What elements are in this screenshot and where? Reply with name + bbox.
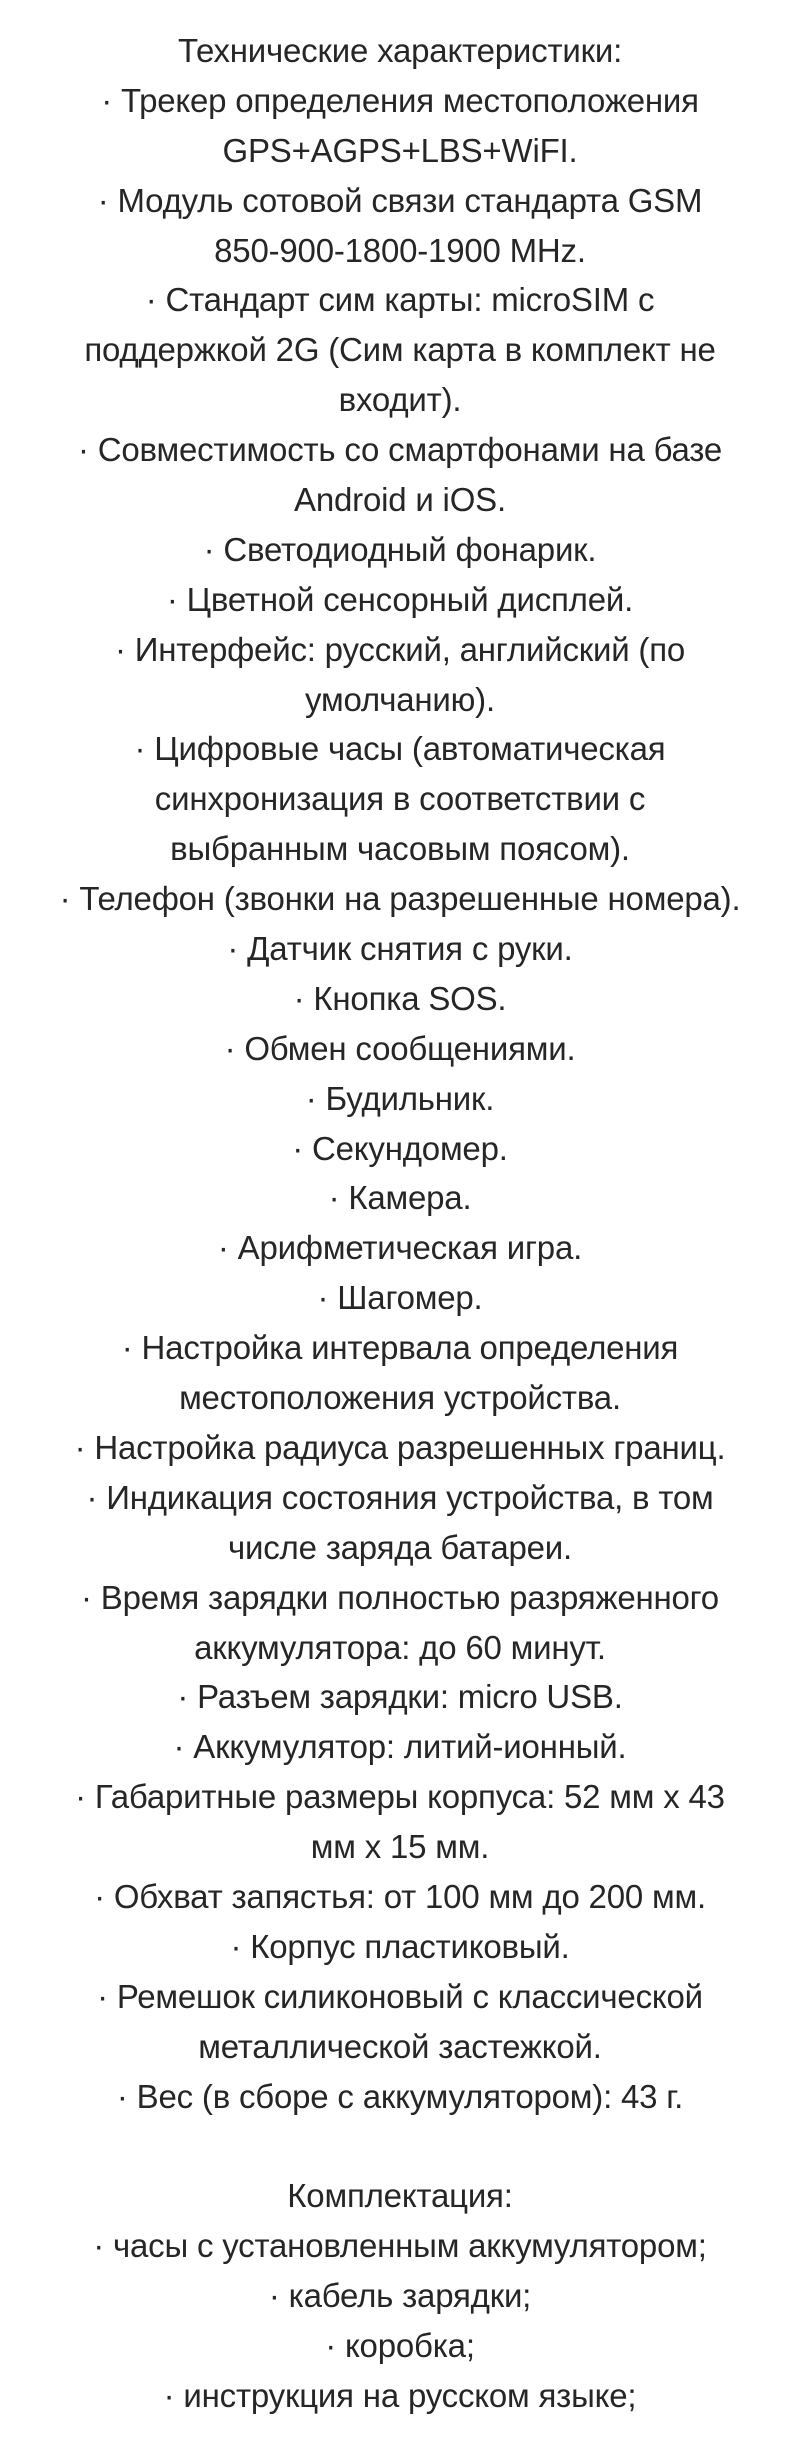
spec-line: · Камера. <box>328 1179 472 1217</box>
spec-line: · Будильник. <box>305 1079 495 1117</box>
spec-line: · Стандарт сим карты: microSIM с <box>145 281 655 319</box>
spec-line: мм х 15 мм. <box>310 1828 490 1866</box>
spec-line: · Разъем зарядки: micro USB. <box>177 1678 623 1716</box>
spec-line: · Аккумулятор: литий-ионный. <box>173 1728 627 1766</box>
spec-line: аккумулятора: до 60 минут. <box>194 1628 606 1666</box>
spec-line: · Кнопка SOS. <box>293 979 507 1017</box>
spec-line: · Вес (в сборе с аккумулятором): 43 г. <box>116 2077 684 2115</box>
package-line: · часы с установленным аккумулятором; <box>93 2227 707 2265</box>
spec-line: поддержкой 2G (Сим карта в комплект не <box>84 331 716 369</box>
spec-line: · Время зарядки полностью разряженного <box>81 1578 719 1616</box>
spec-line: · Обмен сообщениями. <box>224 1029 576 1067</box>
package-line: · инструкция на русском языке; <box>163 2376 637 2414</box>
spec-line: · Модуль сотовой связи стандарта GSM <box>97 181 703 219</box>
package-line: · кабель зарядки; <box>268 2277 532 2315</box>
spec-line: входит). <box>338 381 462 419</box>
spec-line: · Совместимость со смартфонами на базе <box>77 431 723 469</box>
spec-line: · Корпус пластиковый. <box>230 1927 570 1965</box>
spec-line: · Светодиодный фонарик. <box>203 530 597 568</box>
blank-line <box>0 2121 800 2171</box>
spec-line: · Обхват запястья: от 100 мм до 200 мм. <box>94 1877 706 1915</box>
spec-line: 850-900-1800-1900 MHz. <box>214 231 586 269</box>
spec-line: · Цветной сенсорный дисплей. <box>166 580 634 618</box>
spec-line: · Габаритные размеры корпуса: 52 мм х 43 <box>75 1778 725 1816</box>
spec-line: GPS+AGPS+LBS+WiFI. <box>222 131 578 169</box>
spec-line: · Телефон (звонки на разрешенные номера). <box>59 880 741 918</box>
spec-line: · Секундомер. <box>292 1129 508 1167</box>
spec-line: · Трекер определения местоположения <box>101 81 699 119</box>
spec-heading: Технические характеристики: <box>177 32 623 69</box>
spec-line: · Арифметическая игра. <box>217 1229 583 1267</box>
spec-line: · Настройка интервала определения <box>121 1329 679 1367</box>
spec-line: · Датчик снятия с руки. <box>227 930 573 968</box>
spec-line: выбранным часовым поясом). <box>170 830 630 868</box>
spec-line: металлической застежкой. <box>198 2027 602 2065</box>
spec-line: · Интерфейс: русский, английский (по <box>114 630 686 668</box>
spec-line: · Настройка радиуса разрешенных границ. <box>74 1428 726 1466</box>
package-line: · коробка; <box>325 2326 475 2364</box>
spec-line: Android и iOS. <box>294 481 506 519</box>
spec-line: · Цифровые часы (автоматическая <box>134 730 666 768</box>
spec-line: · Индикация состояния устройства, в том <box>86 1478 714 1516</box>
spec-line: умолчанию). <box>305 680 495 718</box>
spec-text-block <box>0 26 800 2421</box>
spec-line: местоположения устройства. <box>179 1379 621 1417</box>
package-heading: Комплектация: <box>287 2177 513 2215</box>
spec-line: · Ремешок силиконовый с классической <box>97 1977 703 2015</box>
spec-line: синхронизация в соответствии с <box>154 780 646 818</box>
spec-line: числе заряда батареи. <box>228 1528 572 1566</box>
spec-line: · Шагомер. <box>317 1279 483 1317</box>
